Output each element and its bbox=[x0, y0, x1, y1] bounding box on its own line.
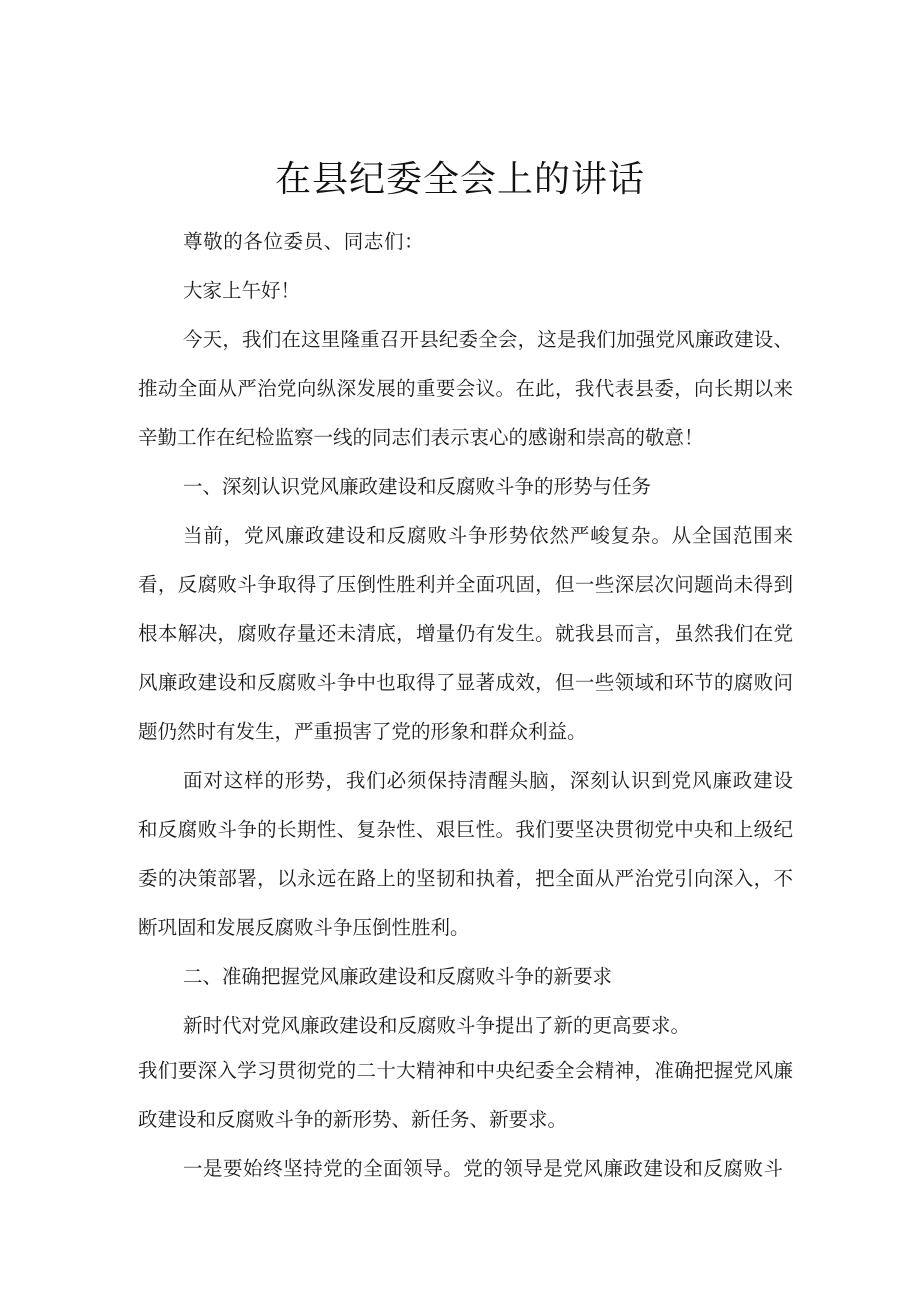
section-heading-1: 一、深刻认识党风廉政建设和反腐败斗争的形势与任务 bbox=[183, 475, 652, 498]
paragraph-line: 今天，我们在这里隆重召开县纪委全会，这是我们加强党风廉政建设、 bbox=[183, 328, 793, 351]
paragraph-line: 辛勤工作在纪检监察一线的同志们表示衷心的感谢和崇高的敬意！ bbox=[138, 426, 704, 449]
paragraph-line: 题仍然时有发生，严重损害了党的形象和群众利益。 bbox=[138, 720, 587, 743]
paragraph-line: 推动全面从严治党向纵深发展的重要会议。在此，我代表县委，向长期以来 bbox=[138, 377, 793, 400]
paragraph-line: 看，反腐败斗争取得了压倒性胜利并全面巩固，但一些深层次问题尚未得到 bbox=[138, 573, 793, 596]
paragraph-line: 根本解决，腐败存量还未清底，增量仍有发生。就我县而言，虽然我们在党 bbox=[138, 622, 793, 645]
greeting: 大家上午好！ bbox=[183, 279, 301, 302]
salutation: 尊敬的各位委员、同志们： bbox=[183, 230, 425, 253]
paragraph-line: 面对这样的形势，我们必须保持清醒头脑，深刻认识到党风廉政建设 bbox=[183, 769, 793, 792]
paragraph-line: 新时代对党风廉政建设和反腐败斗争提出了新的更高要求。 bbox=[183, 1014, 691, 1037]
paragraph-line: 委的决策部署，以永远在路上的坚韧和执着，把全面从严治党引向深入，不 bbox=[138, 867, 793, 890]
paragraph-line: 当前，党风廉政建设和反腐败斗争形势依然严峻复杂。从全国范围来 bbox=[183, 524, 793, 547]
paragraph-line: 和反腐败斗争的长期性、复杂性、艰巨性。我们要坚决贯彻党中央和上级纪 bbox=[138, 818, 793, 841]
paragraph-line: 一是要始终坚持党的全面领导。党的领导是党风廉政建设和反腐败斗 bbox=[183, 1157, 783, 1180]
paragraph-line: 风廉政建设和反腐败斗争中也取得了显著成效，但一些领域和环节的腐败问 bbox=[138, 671, 793, 694]
paragraph-line: 我们要深入学习贯彻党的二十大精神和中央纪委全会精神，准确把握党风廉 bbox=[138, 1059, 793, 1082]
document-title: 在县纪委全会上的讲话 bbox=[274, 159, 645, 200]
section-heading-2: 二、准确把握党风廉政建设和反腐败斗争的新要求 bbox=[183, 965, 613, 988]
paragraph-line: 断巩固和发展反腐败斗争压倒性胜利。 bbox=[138, 916, 470, 939]
paragraph-line: 政建设和反腐败斗争的新形势、新任务、新要求。 bbox=[138, 1108, 568, 1131]
